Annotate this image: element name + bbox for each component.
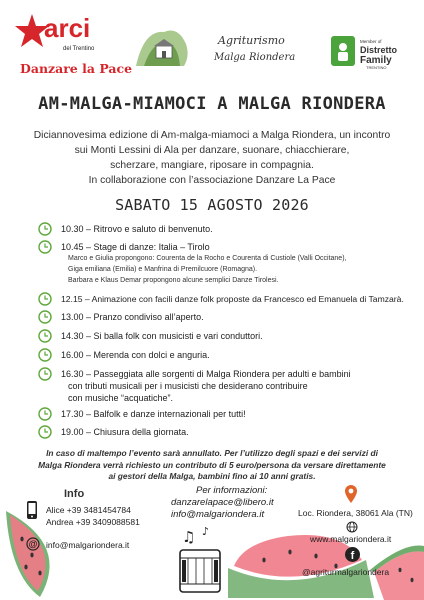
schedule-item: 16.00 – Merenda con dolci e anguria. [61,350,210,360]
svg-text:♪: ♪ [202,525,210,538]
accordion-musical-notes-illustration [170,524,230,596]
email-danzare[interactable]: danzarelapace@libero.it [171,497,274,508]
svg-text:TRENTINO: TRENTINO [366,65,387,70]
intro-line: In collaborazione con l’associazione Danzare La Pace [88,175,336,186]
clock-icon [38,222,52,236]
clock-icon [38,292,52,306]
schedule-item: 13.00 – Pranzo condiviso all’aperto. [61,312,204,322]
note-line: In caso di maltempo l’evento sarà annullato. Per l’utilizzo degli spazi e dei servizi di [46,448,378,458]
note-line: Malga Riondera verrà richiesto un contributo di 5 euro/persona da versare direttamente [38,459,386,470]
svg-text:del Trentino: del Trentino [63,46,95,52]
arci-logo [14,10,133,78]
phone-alice[interactable]: Alice +39 3481454784 [46,505,131,515]
clock-icon [38,348,52,362]
address-text: Loc. Riondera, 38061 Ala (TN) [298,508,413,518]
location-pin-icon [344,484,358,504]
schedule-item: 19.00 – Chiusura della giornata. [61,427,189,437]
facebook-handle[interactable]: @agriturmalgariondera [302,567,390,577]
clock-icon [38,367,52,381]
clock-icon [38,425,52,439]
agriturismo-logo [134,22,314,72]
schedule-detail: Barbara e Klaus Demar propongono alcune semplici Danze Tirolesi. [68,277,279,284]
clock-icon [38,240,52,254]
watermelon-right-illustration [224,508,424,600]
svg-text:Agriturismo: Agriturismo [218,34,285,47]
schedule-detail: Giga emiliana (Emilia) e Manfrina di Premilcuore (Romagna). [68,266,258,273]
svg-text:f: f [350,550,355,562]
intro-line: scherzare, mangiare, riposare in compagnia. [110,160,314,171]
clock-icon [38,310,52,324]
distretto-family-logo [330,32,410,72]
svg-text:Danzare la Pace: Danzare la Pace [20,61,133,76]
svg-text:Family: Family [360,55,392,66]
at-sign-icon [26,537,40,551]
phone-icon [26,500,38,520]
event-title: AM-MALGA-MIAMOCI A MALGA RIONDERA [38,94,386,114]
svg-text:Distretto: Distretto [360,45,398,55]
schedule-item: 17.30 – Balfolk e danze internazionali per tutti! [61,409,246,419]
schedule-item: 12.15 – Animazione con facili danze folk proposte da Francesco ed Emanuela di Tamzarà. [61,294,404,304]
intro-text [14,128,410,188]
svg-text:@: @ [28,539,38,549]
schedule-item: 16.30 – Passeggiata alle sorgenti di Malga Riondera per adulti e bambini [61,369,351,379]
schedule-detail: con musiche “acquatiche”. [68,393,174,403]
weather-note [14,448,410,483]
schedule-item: 10.45 – Stage di danze: Italia – Tirolo [61,242,210,252]
event-date: SABATO 15 AGOSTO 2026 [115,196,309,214]
info-title: Info [64,488,85,500]
svg-text:Member of: Member of [360,39,382,44]
schedule-detail: con tributi musicali per i musicisti che desiderano contribuire [68,381,308,391]
globe-icon [346,521,358,533]
schedule-detail: Marco e Giulia propongono: Courenta de la Rocho e Courenta di Custiole (Valli Occitane), [68,255,347,262]
email-malga[interactable]: info@malgariondera.it [171,509,265,520]
schedule-item: 10.30 – Ritrovo e saluto di benvenuto. [61,224,213,234]
clock-icon [38,407,52,421]
schedule-item: 14.30 – Si balla folk con musicisti e vari conduttori. [61,331,263,341]
per-informazioni-label: Per informazioni: [196,485,268,496]
clock-icon [38,329,52,343]
website-link[interactable]: www.malgariondera.it [310,534,392,544]
svg-text:arci: arci [44,13,91,43]
note-line: ai gestori della Malga, bambini fino ai 10 anni gratis. [108,471,316,481]
svg-text:♫: ♫ [182,528,196,546]
email-info-left[interactable]: info@malgariondera.it [46,540,130,550]
phone-andrea[interactable]: Andrea +39 3409088581 [46,517,140,527]
svg-text:Malga Riondera: Malga Riondera [214,52,296,63]
facebook-icon[interactable] [345,547,360,562]
intro-line: Diciannovesima edizione di Am-malga-miamoci a Malga Riondera, un incontro [33,130,391,141]
intro-line: sui Monti Lessini di Ala per danzare, suonare, chiacchierare, [74,145,350,156]
